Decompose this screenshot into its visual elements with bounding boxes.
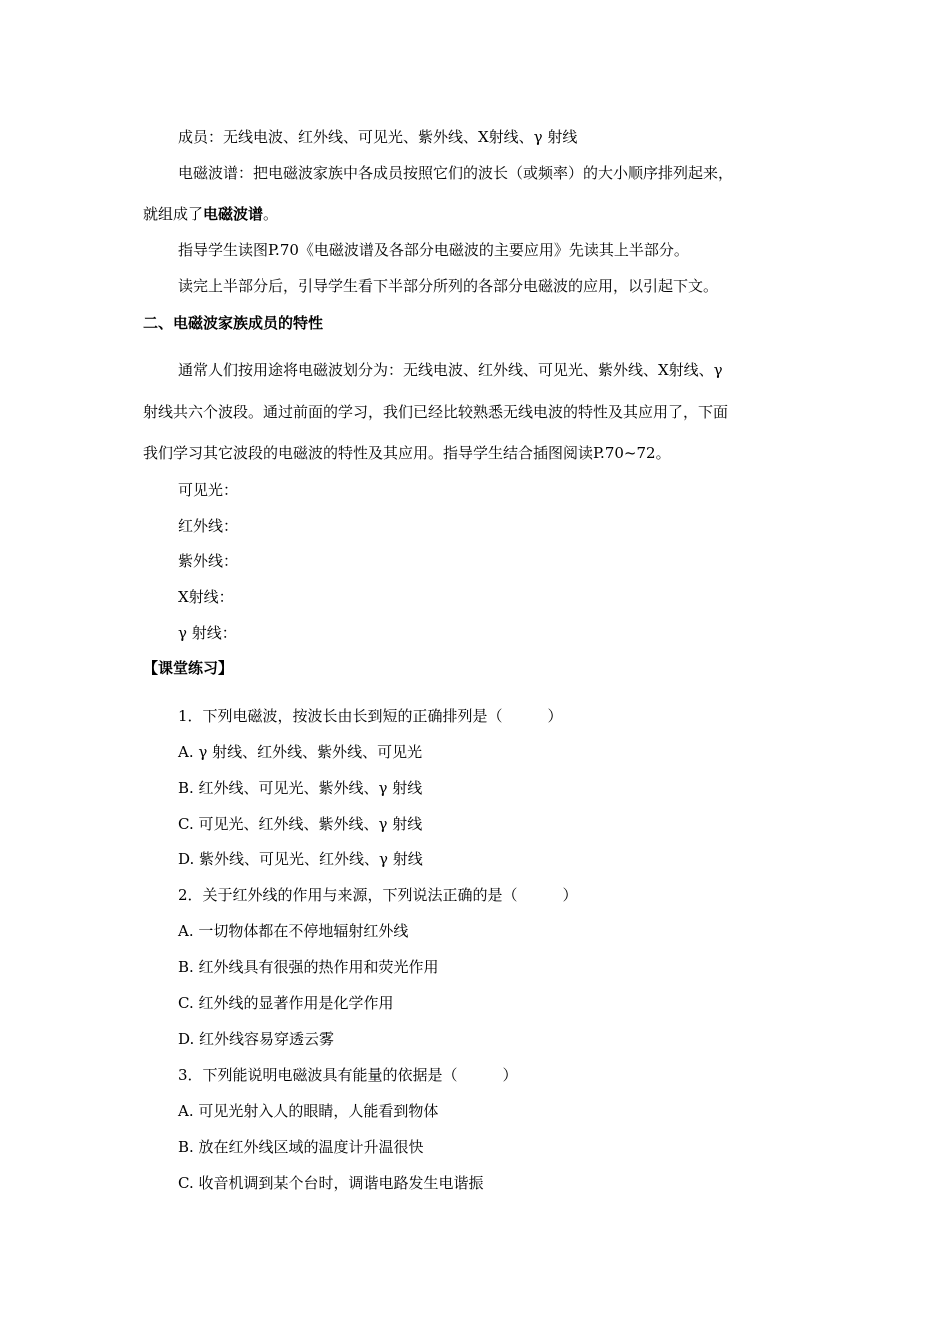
q3-option-c: C. 收音机调到某个台时，调谐电路发生电谐振 [178, 1174, 484, 1192]
q3-option-a: A. 可见光射入人的眼睛，人能看到物体 [178, 1102, 439, 1120]
item-ultraviolet: 紫外线： [178, 552, 239, 570]
spectrum-prefix: 就组成了 [143, 205, 204, 223]
spectrum-suffix: 。 [263, 205, 279, 223]
item-gamma: γ 射线： [178, 624, 237, 642]
q2-option-b: B. 红外线具有很强的热作用和荧光作用 [178, 958, 439, 976]
q1-option-b: B. 红外线、可见光、紫外线、γ 射线 [178, 779, 423, 797]
q2-option-c: C. 红外线的显著作用是化学作用 [178, 994, 394, 1012]
q1-option-d: D. 紫外线、可见光、红外线、γ 射线 [178, 850, 423, 868]
q2-option-d: D. 红外线容易穿透云雾 [178, 1030, 335, 1048]
spectrum-definition-line1: 电磁波谱：把电磁波家族中各成员按照它们的波长（或频率）的大小顺序排列起来， [178, 164, 734, 182]
spectrum-definition-line2 [143, 204, 278, 224]
q1-stem: 1．下列电磁波，按波长由长到短的正确排列是（ ） [178, 707, 563, 725]
section2-heading: 二、电磁波家族成员的特性 [143, 314, 324, 332]
spectrum-term: 电磁波谱 [203, 205, 264, 223]
exercise-heading: 【课堂练习】 [143, 659, 234, 677]
guide-read-line: 指导学生读图P.70《电磁波谱及各部分电磁波的主要应用》先读其上半部分。 [178, 241, 689, 259]
q2-stem: 2．关于红外线的作用与来源，下列说法正确的是（ ） [178, 886, 578, 904]
intro-line3: 我们学习其它波段的电磁波的特性及其应用。指导学生结合插图阅读P.70~72。 [143, 444, 671, 462]
item-infrared: 红外线： [178, 517, 239, 535]
members-line: 成员：无线电波、红外线、可见光、紫外线、X射线、γ 射线 [178, 128, 578, 146]
intro-line2: 射线共六个波段。通过前面的学习，我们已经比较熟悉无线电波的特性及其应用了，下面 [143, 403, 729, 421]
q2-option-a: A. 一切物体都在不停地辐射红外线 [178, 922, 409, 940]
item-visible-light: 可见光： [178, 481, 239, 499]
intro-line1: 通常人们按用途将电磁波划分为：无线电波、红外线、可见光、紫外线、X射线、γ [178, 361, 723, 379]
q3-stem: 3．下列能说明电磁波具有能量的依据是（ ） [178, 1066, 518, 1084]
q1-option-c: C. 可见光、红外线、紫外线、γ 射线 [178, 815, 423, 833]
q3-option-b: B. 放在红外线区域的温度计升温很快 [178, 1138, 424, 1156]
q1-option-a: A. γ 射线、红外线、紫外线、可见光 [178, 743, 423, 761]
after-read-line: 读完上半部分后，引导学生看下半部分所列的各部分电磁波的应用，以引起下文。 [178, 277, 719, 295]
item-xray: X射线： [178, 588, 234, 606]
